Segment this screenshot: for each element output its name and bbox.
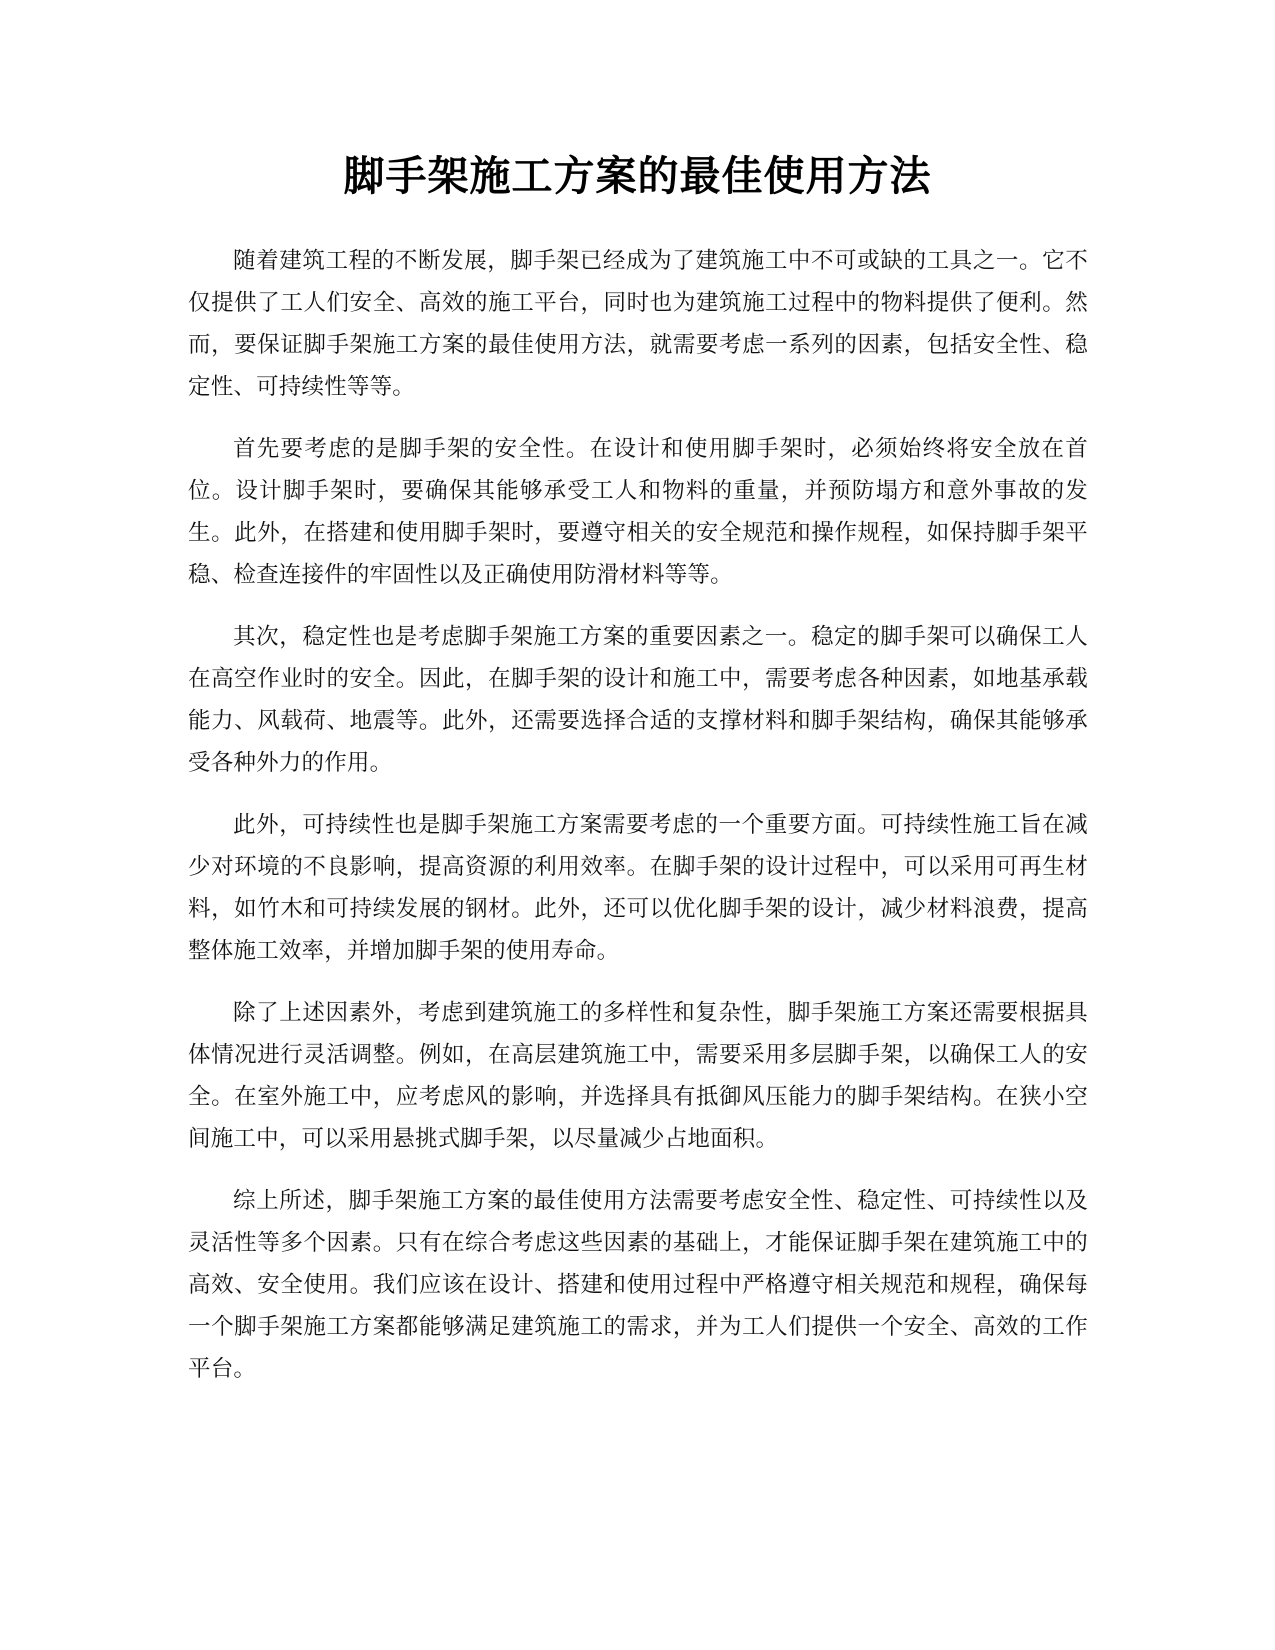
paragraph-2: 首先要考虑的是脚手架的安全性。在设计和使用脚手架时，必须始终将安全放在首位。设计脚手架时，要确保其能够承受工人和物料的重量，并预防塌方和意外事故的发生。此外，在搭建和使用脚手架时，要遵守相关的安全规范和操作规程，如保持脚手架平稳、检查连接件的牢固性以及正确使用防滑材料等等。 bbox=[188, 436, 1088, 588]
document-body bbox=[188, 240, 1088, 1410]
paragraph-3: 其次，稳定性也是考虑脚手架施工方案的重要因素之一。稳定的脚手架可以确保工人在高空作业时的安全。因此，在脚手架的设计和施工中，需要考虑各种因素，如地基承载能力、风载荷、地震等。此外，还需要选择合适的支撑材料和脚手架结构，确保其能够承受各种外力的作用。 bbox=[188, 624, 1088, 776]
paragraph-6: 综上所述，脚手架施工方案的最佳使用方法需要考虑安全性、稳定性、可持续性以及灵活性等多个因素。只有在综合考虑这些因素的基础上，才能保证脚手架在建筑施工中的高效、安全使用。我们应该在设计、搭建和使用过程中严格遵守相关规范和规程，确保每一个脚手架施工方案都能够满足建筑施工的需求，并为工人们提供一个安全、高效的工作平台。 bbox=[188, 1188, 1088, 1382]
paragraph-1: 随着建筑工程的不断发展，脚手架已经成为了建筑施工中不可或缺的工具之一。它不仅提供了工人们安全、高效的施工平台，同时也为建筑施工过程中的物料提供了便利。然而，要保证脚手架施工方案的最佳使用方法，就需要考虑一系列的因素，包括安全性、稳定性、可持续性等等。 bbox=[188, 248, 1088, 400]
document-title: 脚手架施工方案的最佳使用方法 bbox=[343, 152, 932, 200]
paragraph-5: 除了上述因素外，考虑到建筑施工的多样性和复杂性，脚手架施工方案还需要根据具体情况进行灵活调整。例如，在高层建筑施工中，需要采用多层脚手架，以确保工人的安全。在室外施工中，应考虑风的影响，并选择具有抵御风压能力的脚手架结构。在狭小空间施工中，可以采用悬挑式脚手架，以尽量减少占地面积。 bbox=[188, 1000, 1088, 1152]
paragraph-4: 此外，可持续性也是脚手架施工方案需要考虑的一个重要方面。可持续性施工旨在减少对环境的不良影响，提高资源的利用效率。在脚手架的设计过程中，可以采用可再生材料，如竹木和可持续发展的钢材。此外，还可以优化脚手架的设计，减少材料浪费，提高整体施工效率，并增加脚手架的使用寿命。 bbox=[188, 812, 1088, 964]
